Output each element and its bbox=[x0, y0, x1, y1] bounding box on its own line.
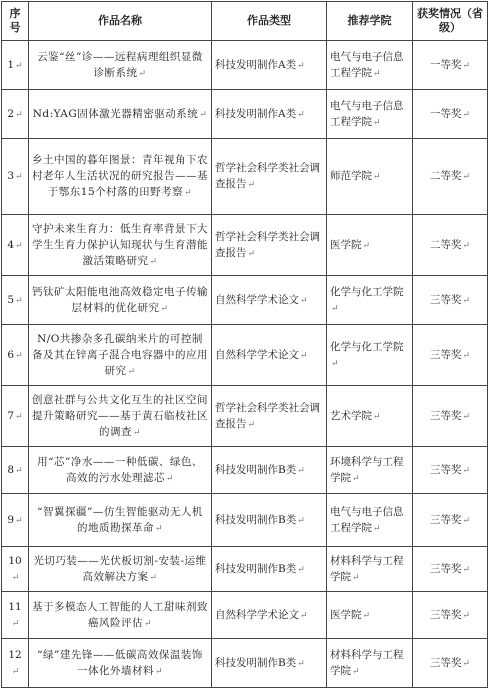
table-row bbox=[2, 90, 488, 139]
row-school: 材料科学与工程学院↵ bbox=[327, 639, 413, 688]
row-category: 科技发明制作B类↵ bbox=[212, 547, 327, 592]
row-index: 6↵ bbox=[2, 325, 29, 386]
row-school: 化学与化工学院↵ bbox=[327, 276, 413, 325]
paragraph-mark-icon: ↵ bbox=[352, 572, 360, 583]
paragraph-mark-icon: ↵ bbox=[15, 60, 23, 71]
paragraph-mark-icon: ↵ bbox=[462, 60, 471, 71]
row-award: 二等奖↵ bbox=[413, 215, 488, 276]
row-school: 医学院↵ bbox=[327, 592, 413, 639]
paragraph-mark-icon: ↵ bbox=[15, 295, 23, 306]
row-name: 创意社群与公共文化互生的社区空间提升策略研究——基于黄石临枝社区的调查↵ bbox=[29, 386, 212, 447]
header-name: 作品名称 bbox=[29, 2, 212, 41]
row-name: 乡土中国的暮年图景：青年视角下农村老年人生活状况的研究报告——基于鄂东15个村落的田野考察↵ bbox=[29, 139, 212, 215]
row-school: 医学院↵ bbox=[327, 215, 413, 276]
paragraph-mark-icon: ↵ bbox=[373, 523, 381, 534]
paragraph-mark-icon: ↵ bbox=[462, 658, 471, 669]
row-name: 钙钛矿太阳能电池高效稳定电子传输层材料的优化研究↵ bbox=[29, 276, 212, 325]
row-name: 光切巧装——光伏板切割-安装-运维高效解决方案↵ bbox=[29, 547, 212, 592]
row-category: 科技发明制作B类↵ bbox=[212, 494, 327, 547]
header-row bbox=[2, 2, 488, 41]
paragraph-mark-icon: ↵ bbox=[352, 473, 360, 484]
paragraph-mark-icon: ↵ bbox=[165, 473, 175, 484]
paragraph-mark-icon: ↵ bbox=[362, 240, 371, 251]
row-school: 电气与电子信息工程学院↵ bbox=[327, 494, 413, 547]
paragraph-mark-icon: ↵ bbox=[373, 68, 381, 79]
table-row bbox=[2, 139, 488, 215]
paragraph-mark-icon: ↵ bbox=[362, 610, 371, 621]
row-index: 12↵ bbox=[2, 639, 29, 688]
row-index: 5↵ bbox=[2, 276, 29, 325]
row-name: 基于多模态人工智能的人工甜味剂致癌风险评估↵ bbox=[29, 592, 212, 639]
paragraph-mark-icon: ↵ bbox=[247, 419, 256, 430]
paragraph-mark-icon: ↵ bbox=[462, 240, 471, 251]
row-school: 艺术学院↵ bbox=[327, 386, 413, 447]
row-category: 自然科学学术论文↵ bbox=[212, 592, 327, 639]
row-category: 科技发明制作A类↵ bbox=[212, 41, 327, 90]
row-category: 哲学社会科学类社会调查报告↵ bbox=[212, 215, 327, 276]
paragraph-mark-icon: ↵ bbox=[11, 666, 20, 677]
row-name: “绿”建先锋——低碳高效保温装饰一体化外墙材料↵ bbox=[29, 639, 212, 688]
paragraph-mark-icon: ↵ bbox=[462, 295, 471, 306]
paragraph-mark-icon: ↵ bbox=[199, 109, 208, 120]
row-index: 4↵ bbox=[2, 215, 29, 276]
row-name: 守护未来生育力：低生育率背景下大学生生育力保护认知现状与生育潜能激活策略研究↵ bbox=[29, 215, 212, 276]
table-row bbox=[2, 494, 488, 547]
header-school: 推荐学院 bbox=[327, 2, 413, 41]
row-category: 哲学社会科学类社会调查报告↵ bbox=[212, 386, 327, 447]
paragraph-mark-icon: ↵ bbox=[15, 465, 23, 476]
row-award: 三等奖↵ bbox=[413, 592, 488, 639]
row-category: 科技发明制作A类↵ bbox=[212, 90, 327, 139]
row-name: N/O共掺杂多孔碳纳米片的可控制备及其在锌离子混合电容器中的应用研究↵ bbox=[29, 325, 212, 386]
paragraph-mark-icon: ↵ bbox=[373, 172, 381, 182]
row-school: 材料科学与工程学院↵ bbox=[327, 547, 413, 592]
row-category: 科技发明制作B类↵ bbox=[212, 447, 327, 494]
row-name: 云鉴“丝”诊——远程病理组织显微诊断系统↵ bbox=[29, 41, 212, 90]
paragraph-mark-icon: ↵ bbox=[297, 564, 305, 575]
row-award: 三等奖↵ bbox=[413, 639, 488, 688]
paragraph-mark-icon: ↵ bbox=[462, 350, 471, 361]
paragraph-mark-icon: ↵ bbox=[373, 117, 381, 128]
row-name: 用“芯”净水——一种低碳、绿色、高效的污水处理滤芯↵ bbox=[29, 447, 212, 494]
paragraph-mark-icon: ↵ bbox=[373, 411, 381, 422]
row-award: 一等奖↵ bbox=[413, 41, 488, 90]
paragraph-mark-icon: ↵ bbox=[15, 240, 23, 251]
paragraph-mark-icon: ↵ bbox=[143, 618, 153, 629]
paragraph-mark-icon: ↵ bbox=[462, 564, 471, 575]
paragraph-mark-icon: ↵ bbox=[247, 180, 256, 190]
paragraph-mark-icon: ↵ bbox=[331, 358, 339, 369]
row-index: 10↵ bbox=[2, 547, 29, 592]
paragraph-mark-icon: ↵ bbox=[184, 188, 193, 198]
paragraph-mark-icon: ↵ bbox=[11, 572, 20, 583]
header-category: 作品类型 bbox=[212, 2, 327, 41]
row-award: 三等奖↵ bbox=[413, 447, 488, 494]
paragraph-mark-icon: ↵ bbox=[127, 366, 136, 377]
row-category: 科技发明制作B类↵ bbox=[212, 639, 327, 688]
paragraph-mark-icon: ↵ bbox=[247, 248, 256, 259]
table-row bbox=[2, 276, 488, 325]
row-name: “智翼探疆”—仿生智能驱动无人机的地质勘探革命↵ bbox=[29, 494, 212, 547]
row-index: 8↵ bbox=[2, 447, 29, 494]
row-index: 3↵ bbox=[2, 139, 29, 215]
row-index: 1↵ bbox=[2, 41, 29, 90]
paragraph-mark-icon: ↵ bbox=[300, 295, 308, 306]
table-row bbox=[2, 386, 488, 447]
paragraph-mark-icon: ↵ bbox=[160, 303, 169, 314]
paragraph-mark-icon: ↵ bbox=[297, 515, 305, 526]
table-row bbox=[2, 547, 488, 592]
row-index: 11↵ bbox=[2, 592, 29, 639]
row-award: 三等奖↵ bbox=[413, 325, 488, 386]
paragraph-mark-icon: ↵ bbox=[462, 109, 471, 120]
paragraph-mark-icon: ↵ bbox=[462, 411, 471, 422]
row-name: Nd:YAG固体激光器精密驱动系统↵ bbox=[29, 90, 212, 139]
row-award: 三等奖↵ bbox=[413, 386, 488, 447]
row-award: 三等奖↵ bbox=[413, 494, 488, 547]
paragraph-mark-icon: ↵ bbox=[331, 303, 339, 314]
paragraph-mark-icon: ↵ bbox=[297, 465, 305, 476]
header-index: 序号 bbox=[2, 2, 29, 41]
row-school: 电气与电子信息工程学院↵ bbox=[327, 41, 413, 90]
paragraph-mark-icon: ↵ bbox=[15, 172, 23, 182]
paragraph-mark-icon: ↵ bbox=[297, 60, 305, 71]
table-row bbox=[2, 592, 488, 639]
paragraph-mark-icon: ↵ bbox=[15, 109, 23, 120]
row-award: 三等奖↵ bbox=[413, 547, 488, 592]
paragraph-mark-icon: ↵ bbox=[300, 610, 308, 621]
table-row bbox=[2, 41, 488, 90]
paragraph-mark-icon: ↵ bbox=[462, 465, 471, 476]
paragraph-mark-icon: ↵ bbox=[462, 610, 471, 621]
row-school: 电气与电子信息工程学院↵ bbox=[327, 90, 413, 139]
table-row bbox=[2, 639, 488, 688]
paragraph-mark-icon: ↵ bbox=[15, 411, 23, 422]
row-index: 7↵ bbox=[2, 386, 29, 447]
paragraph-mark-icon: ↵ bbox=[462, 172, 471, 182]
paragraph-mark-icon: ↵ bbox=[11, 618, 20, 629]
table-row bbox=[2, 325, 488, 386]
paragraph-mark-icon: ↵ bbox=[297, 658, 305, 669]
awards-table bbox=[1, 1, 488, 688]
paragraph-mark-icon: ↵ bbox=[149, 256, 158, 267]
row-school: 化学与化工学院↵ bbox=[327, 325, 413, 386]
row-award: 二等奖↵ bbox=[413, 139, 488, 215]
row-award: 一等奖↵ bbox=[413, 90, 488, 139]
row-category: 自然科学学术论文↵ bbox=[212, 325, 327, 386]
row-index: 2↵ bbox=[2, 90, 29, 139]
table-row bbox=[2, 447, 488, 494]
row-index: 9↵ bbox=[2, 494, 29, 547]
row-school: 环境科学与工程学院↵ bbox=[327, 447, 413, 494]
row-category: 哲学社会科学类社会调查报告↵ bbox=[212, 139, 327, 215]
paragraph-mark-icon: ↵ bbox=[154, 666, 164, 677]
paragraph-mark-icon: ↵ bbox=[154, 523, 164, 534]
paragraph-mark-icon: ↵ bbox=[462, 515, 471, 526]
paragraph-mark-icon: ↵ bbox=[297, 109, 305, 120]
row-school: 师范学院↵ bbox=[327, 139, 413, 215]
paragraph-mark-icon: ↵ bbox=[138, 68, 147, 79]
paragraph-mark-icon: ↵ bbox=[149, 572, 158, 583]
paragraph-mark-icon: ↵ bbox=[132, 427, 142, 438]
paragraph-mark-icon: ↵ bbox=[15, 515, 23, 526]
row-category: 自然科学学术论文↵ bbox=[212, 276, 327, 325]
paragraph-mark-icon: ↵ bbox=[15, 350, 23, 361]
header-award: 获奖情况（省级） bbox=[413, 2, 488, 41]
paragraph-mark-icon: ↵ bbox=[300, 350, 308, 361]
paragraph-mark-icon: ↵ bbox=[352, 666, 360, 677]
row-award: 三等奖↵ bbox=[413, 276, 488, 325]
table-row bbox=[2, 215, 488, 276]
